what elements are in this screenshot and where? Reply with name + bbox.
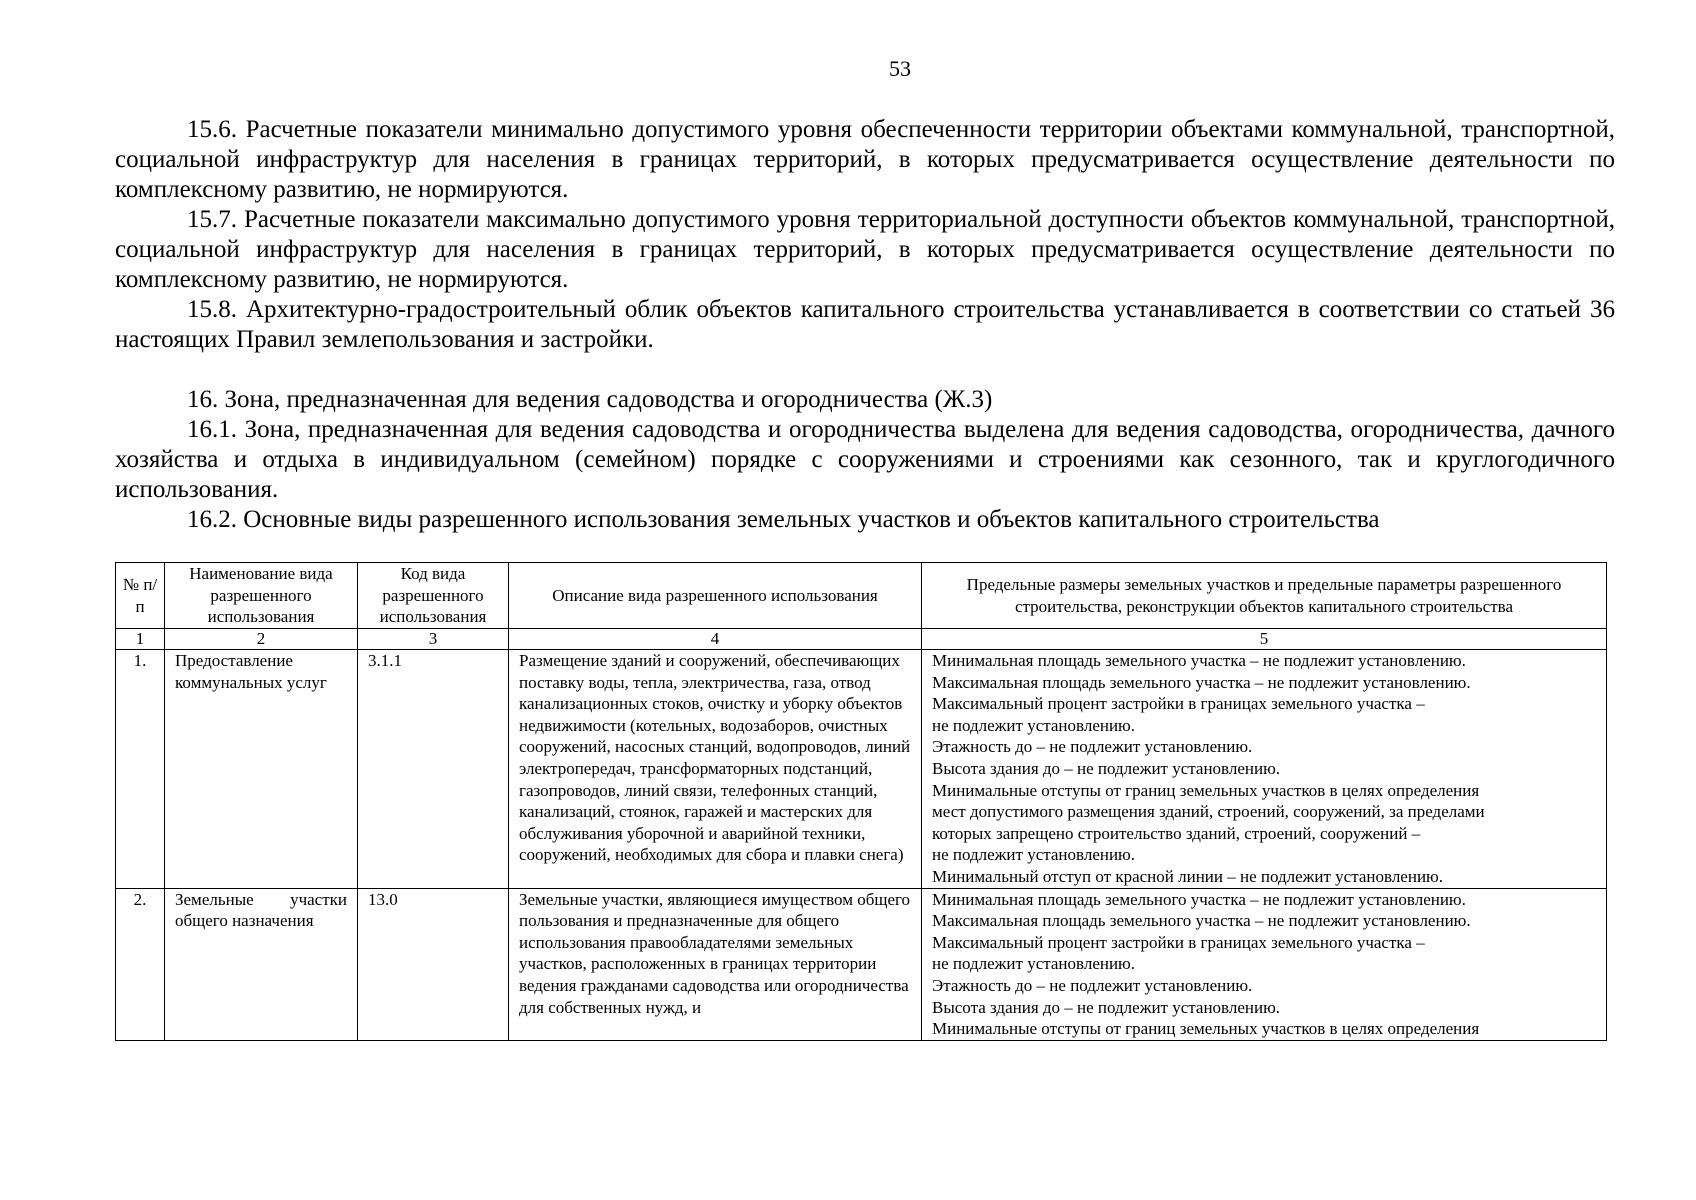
use-name: Земельные участки общего назначения <box>165 888 358 1040</box>
column-number: 1 <box>116 629 165 650</box>
param-line: Максимальный процент застройки в границах земельного участка – <box>932 694 1425 714</box>
use-description: Размещение зданий и сооружений, обеспечивающих поставку воды, тепла, электричества, газа, отвод канализационных стоков, очистку и уборку объектов недвижимости (котельных, водозаборов, очистных сооружений, насосных станций, водопроводов, линий электропередач, трансформаторных подстанций, газопроводов, линий связи, телефонных станций, канализаций, стоянок, гаражей и мастерских для обслуживания уборочной и аварийной техники, сооружений, необходимых для сбора и плавки снега) <box>509 650 922 889</box>
param-line: Минимальный отступ от красной линии – не подлежит установлению. <box>932 866 1443 886</box>
param-line: Высота здания до – не подлежит установлению. <box>932 758 1281 778</box>
param-line: не подлежит установлению. <box>932 715 1136 735</box>
param-line: мест допустимого размещения зданий, строений, сооружений, за пределами <box>932 802 1485 822</box>
param-line: Минимальная площадь земельного участка – не подлежит установлению. <box>932 651 1466 670</box>
use-name: Предоставление коммунальных услуг <box>165 650 358 889</box>
column-number-row <box>116 629 1607 650</box>
paragraph-16-2: 16.2. Основные виды разрешенного использования земельных участков и объектов капитального строительства <box>187 506 1380 533</box>
header-use-code: Код вида разрешенного использования <box>358 563 509 629</box>
column-number: 5 <box>922 629 1607 650</box>
header-number: № п/п <box>116 563 165 629</box>
paragraph-15-7: 15.7. Расчетные показатели максимально допустимого уровня территориальной доступности объектов коммунальной, транспортной, социальной инфраструктур для населения в границах территорий, в которых предусматривается осуществление деятельности по комплексному развитию, не нормируются. <box>115 206 1615 293</box>
param-line: Минимальные отступы от границ земельных участков в целях определения <box>932 780 1480 800</box>
header-use-name: Наименование вида разрешенного использования <box>165 563 358 629</box>
param-line: Максимальная площадь земельного участка – не подлежит установлению. <box>932 911 1471 931</box>
paragraph-15-6: 15.6. Расчетные показатели минимально допустимого уровня обеспеченности территории объектами коммунальной, транспортной, социальной инфраструктур для населения в границах территорий, в которых предусматривается осуществление деятельности по комплексному развитию, не нормируются. <box>115 116 1615 203</box>
paragraph-16-1: 16.1. Зона, предназначенная для ведения садоводства и огородничества выделена для ведения садоводства, огородничества, дачного хозяйства и отдыха в индивидуальном (семейном) порядке с сооружениями и строениями как сезонного, так и круглогодичного использования. <box>115 416 1615 503</box>
limit-params <box>922 888 1607 1040</box>
header-use-description: Описание вида разрешенного использования <box>509 563 922 629</box>
use-description: Земельные участки, являющиеся имуществом общего пользования и предназначенные для общего использования правообладателями земельных участков, расположенных в границах территории ведения гражданами садоводства или огородничества для собственных нужд, и <box>509 888 922 1040</box>
param-line: Минимальная площадь земельного участка – не подлежит установлению. <box>932 889 1466 909</box>
table-row <box>116 650 1607 889</box>
page-number: 53 <box>889 56 911 81</box>
header-limit-params: Предельные размеры земельных участков и предельные параметры разрешенного строительства, реконструкции объектов капитального строительства <box>922 563 1607 629</box>
param-line: которых запрещено строительство зданий, строений, сооружений – <box>932 823 1421 843</box>
param-line: не подлежит установлению. <box>932 954 1136 974</box>
column-number: 2 <box>165 629 358 650</box>
row-number: 2. <box>116 888 165 1040</box>
param-line: Максимальная площадь земельного участка – не подлежит установлению. <box>932 672 1471 692</box>
permitted-use-table <box>115 562 1607 1041</box>
column-number: 3 <box>358 629 509 650</box>
param-line: Этажность до – не подлежит установлению. <box>932 975 1253 995</box>
table-row <box>116 888 1607 1040</box>
column-number: 4 <box>509 629 922 650</box>
table-header-row <box>116 563 1607 629</box>
param-line: Этажность до – не подлежит установлению. <box>932 737 1253 757</box>
use-code: 13.0 <box>358 888 509 1040</box>
param-line: не подлежит установлению. <box>932 845 1136 865</box>
row-number: 1. <box>116 650 165 889</box>
limit-params <box>922 650 1607 889</box>
param-line: Высота здания до – не подлежит установлению. <box>932 997 1281 1017</box>
param-line: Максимальный процент застройки в границах земельного участка – <box>932 932 1425 952</box>
section-heading-16: 16. Зона, предназначенная для ведения садоводства и огородничества (Ж.3) <box>187 386 993 413</box>
param-line: Минимальные отступы от границ земельных участков в целях определения <box>932 1019 1480 1039</box>
paragraph-15-8: 15.8. Архитектурно-градостроительный облик объектов капитального строительства устанавливается в соответствии со статьей 36 настоящих Правил землепользования и застройки. <box>115 296 1615 353</box>
document-body <box>115 115 1615 535</box>
use-code: 3.1.1 <box>358 650 509 889</box>
